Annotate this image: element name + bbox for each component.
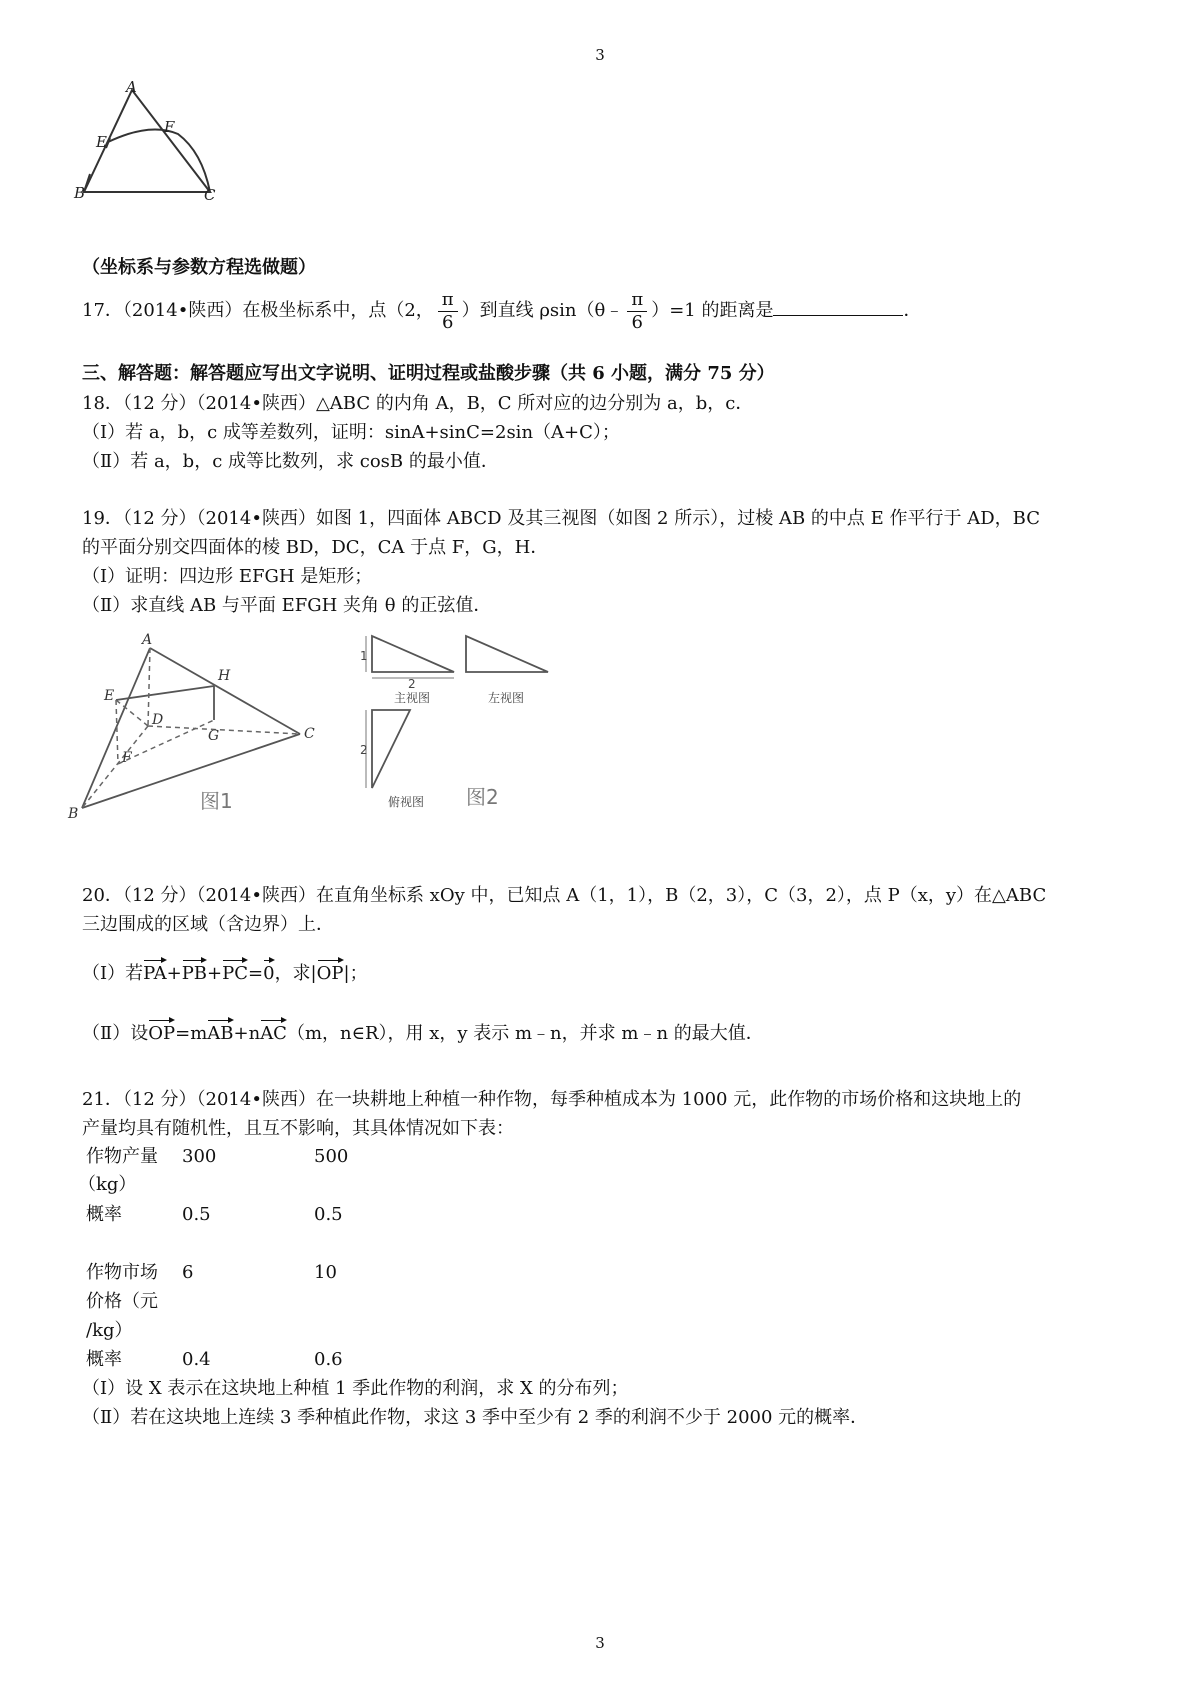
q20-stem-line2: 三边围成的区域（含边界）上． <box>82 914 334 935</box>
price-header-line3: /kg） <box>86 1320 133 1341</box>
yield-header-line1: 作物产量 <box>86 1146 158 1167</box>
q21-stem-line2: 产量均具有随机性，且互不影响，其具体情况如下表： <box>82 1118 514 1139</box>
fig2-top-height: 2 <box>360 743 368 757</box>
page-number-bottom: 3 <box>595 1634 605 1652</box>
price-prob-2: 0.6 <box>314 1349 343 1370</box>
q21-stem-line1: 21．（12 分）（2014•陕西）在一块耕地上种植一种作物，每季种植成本为 1000 元，此作物的市场价格和这块地上的 <box>82 1089 1022 1110</box>
q20-part2-n: +n <box>233 1023 261 1044</box>
fig-label-F: F <box>164 118 175 136</box>
fig2-top-caption: 俯视图 <box>388 795 425 809</box>
q20-part1: （Ⅰ）若PA+PB+PC=0，求|OP|； <box>82 958 1142 986</box>
section-header-polar: （坐标系与参数方程选做题） <box>82 257 316 278</box>
yield-header-line2: （kg） <box>78 1174 137 1195</box>
price-value-1: 6 <box>182 1262 194 1283</box>
q19-stem-line2: 的平面分别交四面体的棱 BD，DC，CA 于点 F，G，H． <box>82 537 549 558</box>
yield-value-1: 300 <box>182 1146 217 1167</box>
q20-part1-pre: （Ⅰ）若 <box>82 963 144 984</box>
fig2-front-height: 1 <box>360 649 368 663</box>
q21-part1: （Ⅰ）设 X 表示在这块地上种植 1 季此作物的利润，求 X 的分布列； <box>82 1378 629 1399</box>
q19-part1: （Ⅰ）证明：四边形 EFGH 是矩形； <box>82 566 373 587</box>
q17-answer-blank[interactable] <box>773 297 903 316</box>
price-prob-label: 概率 <box>86 1349 122 1370</box>
q20-part2-pre: （Ⅱ）设 <box>82 1023 149 1044</box>
vector-PB: PB <box>182 958 207 986</box>
q17-fraction-2: $\frac{\pi}{6}$ <box>627 289 647 334</box>
tetrahedron-figure-1 <box>60 628 360 838</box>
q19-stem-line1: 19．（12 分）（2014•陕西）如图 1，四面体 ABCD 及其三视图（如图 2 所示），过棱 AB 的中点 E 作平行于 AD，BC <box>82 508 1040 529</box>
fig1-label-C: C <box>304 726 315 742</box>
price-value-2: 10 <box>314 1262 337 1283</box>
fig2-front-caption: 主视图 <box>394 691 431 705</box>
fig2-caption: 图2 <box>466 785 499 809</box>
fig-label-C: C <box>204 186 216 204</box>
three-views-figure-2 <box>362 628 592 818</box>
yield-prob-label: 概率 <box>86 1204 122 1225</box>
q20-stem-line1: 20．（12 分）（2014•陕西）在直角坐标系 xOy 中，已知点 A（1，1），B（2，3），C（3，2），点 P（x，y）在△ABC <box>82 885 1047 906</box>
q20-part2 <box>82 1018 1142 1046</box>
fig2-side-caption: 左视图 <box>488 691 525 705</box>
section-header-answers: 三、解答题：解答题应写出文字说明、证明过程或盐酸步骤（共 6 小题，满分 75 分） <box>82 363 775 384</box>
q17-text-end: ． <box>903 300 922 321</box>
q17-fraction-1: $\frac{\pi}{6}$ <box>438 289 458 334</box>
fig1-label-B: B <box>68 806 79 822</box>
fig1-label-G: G <box>208 728 220 744</box>
q20-part2-end: （m，n∈R），用 x，y 表示 m﹣n，并求 m﹣n 的最大值． <box>286 1023 764 1044</box>
fig1-caption: 图1 <box>200 789 233 813</box>
vector-OP-2: OP <box>148 1018 175 1046</box>
q21-part2: （Ⅱ）若在这块地上连续 3 季种植此作物，求这 3 季中至少有 2 季的利润不少于 2000 元的概率． <box>82 1407 869 1428</box>
price-header-line2: 价格（元 <box>86 1291 158 1312</box>
yield-prob-2: 0.5 <box>314 1204 343 1225</box>
fig1-label-H: H <box>218 668 231 684</box>
price-header-line1: 作物市场 <box>86 1262 158 1283</box>
q20-part1-mid: ，求| <box>274 963 317 984</box>
vector-PA: PA <box>143 958 166 986</box>
yield-value-2: 500 <box>314 1146 349 1167</box>
fig1-label-A: A <box>142 632 153 648</box>
fig1-label-F: F <box>122 750 132 766</box>
vector-PC: PC <box>222 958 248 986</box>
q17-text-mid: ）到直线 ρsin（θ﹣ <box>461 300 624 321</box>
q18-part1: （Ⅰ）若 a，b，c 成等差数列，证明：sinA+sinC=2sin（A+C）； <box>82 422 620 443</box>
q17-text-pre: 17．（2014•陕西）在极坐标系中，点（2， <box>82 300 434 321</box>
vector-AC: AC <box>260 1018 287 1046</box>
vector-AB: AB <box>207 1018 233 1046</box>
q19-part2: （Ⅱ）求直线 AB 与平面 EFGH 夹角 θ 的正弦值． <box>82 595 492 616</box>
fig1-label-E: E <box>104 688 115 704</box>
vector-OP: OP <box>317 958 344 986</box>
q17-text-post: ）=1 的距离是 <box>651 300 774 321</box>
fig2-front-width: 2 <box>408 677 416 691</box>
triangle-semicircle-figure <box>70 78 230 212</box>
fig-label-A: A <box>126 78 137 96</box>
question-17 <box>82 286 1142 336</box>
price-prob-1: 0.4 <box>182 1349 211 1370</box>
yield-prob-1: 0.5 <box>182 1204 211 1225</box>
vector-zero: 0 <box>263 958 274 986</box>
q20-part2-m: =m <box>175 1023 208 1044</box>
q18-part2: （Ⅱ）若 a，b，c 成等比数列，求 cosB 的最小值． <box>82 451 499 472</box>
q18-stem: 18．（12 分）（2014•陕西）△ABC 的内角 A，B，C 所对应的边分别为 a，b，c． <box>82 393 754 414</box>
fig-label-E: E <box>96 133 107 151</box>
fig-label-B: B <box>74 184 86 202</box>
page-number-top: 3 <box>595 46 605 64</box>
fig1-label-D: D <box>152 712 164 728</box>
q20-part1-end: |； <box>343 963 368 984</box>
